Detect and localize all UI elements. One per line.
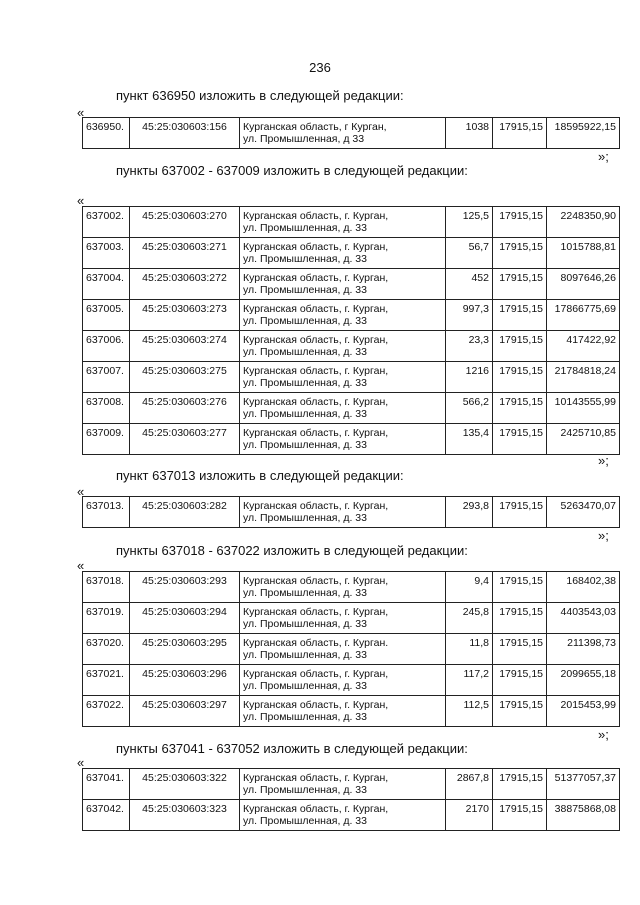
address-cell [240,362,446,393]
address-line-1: Курганская область, г. Курган, [243,210,389,222]
address-line-2: ул. Промышленная, д. 33 [243,784,367,796]
area-value: 293,8 [446,497,493,528]
area-value: 125,5 [446,207,493,238]
area-value: 117,2 [446,665,493,696]
address-line-1: Курганская область, г Курган, [243,121,387,133]
area-value: 1038 [446,118,493,149]
address-line-2: ул. Промышленная, д 33 [243,133,365,145]
address-line-1: Курганская область, г. Курган, [243,303,389,315]
area-value: 56,7 [446,238,493,269]
rate-value: 17915,15 [493,572,547,603]
close-quote: »; [598,453,609,468]
cadastral-value: 2425710,85 [547,424,620,455]
cadastral-value: 417422,92 [547,331,620,362]
address-cell [240,572,446,603]
cadastral-number: 45:25:030603:275 [130,362,240,393]
cadastral-value: 168402,38 [547,572,620,603]
address-line-1: Курганская область, г. Курган, [243,575,389,587]
address-line-1: Курганская область, г. Курган, [243,241,389,253]
area-value: 9,4 [446,572,493,603]
area-value: 135,4 [446,424,493,455]
address-cell [240,603,446,634]
close-quote: »; [598,149,609,164]
area-value: 2867,8 [446,769,493,800]
table-row [83,238,620,269]
cadastral-value: 5263470,07 [547,497,620,528]
address-line-1: Курганская область, г. Курган, [243,334,389,346]
address-line-1: Курганская область, г. Курган, [243,272,389,284]
address-cell [240,118,446,149]
address-cell [240,269,446,300]
table-row [83,207,620,238]
row-number: 637021. [83,665,130,696]
cadastral-number: 45:25:030603:271 [130,238,240,269]
address-cell [240,800,446,831]
close-quote: »; [598,528,609,543]
section-heading: пункт 637013 изложить в следующей редакции: [116,468,404,483]
cadastral-value: 17866775,69 [547,300,620,331]
cadastral-value: 2015453,99 [547,696,620,727]
rate-value: 17915,15 [493,800,547,831]
table-row [83,769,620,800]
rate-value: 17915,15 [493,238,547,269]
cadastral-value: 8097646,26 [547,269,620,300]
area-value: 112,5 [446,696,493,727]
table-row [83,393,620,424]
rate-value: 17915,15 [493,424,547,455]
cadastral-value: 1015788,81 [547,238,620,269]
address-line-1: Курганская область, г. Курган, [243,427,389,439]
cadastral-number: 45:25:030603:295 [130,634,240,665]
address-line-2: ул. Промышленная, д. 33 [243,587,367,599]
open-quote: « [77,105,85,120]
row-number: 637008. [83,393,130,424]
address-line-2: ул. Промышленная, д. 33 [243,315,367,327]
open-quote: « [77,755,85,770]
table-row [83,424,620,455]
cadastral-number: 45:25:030603:322 [130,769,240,800]
row-number: 637022. [83,696,130,727]
row-number: 637005. [83,300,130,331]
open-quote: « [77,193,85,208]
area-value: 452 [446,269,493,300]
address-line-1: Курганская область, г. Курган, [243,365,389,377]
cadastral-number: 45:25:030603:296 [130,665,240,696]
table-row [83,118,620,149]
data-table [82,571,620,727]
data-table [82,496,620,528]
table-row [83,696,620,727]
rate-value: 17915,15 [493,665,547,696]
section-heading: пункт 636950 изложить в следующей редакции: [116,88,404,103]
address-line-2: ул. Промышленная, д. 33 [243,815,367,827]
cadastral-number: 45:25:030603:293 [130,572,240,603]
row-number: 637002. [83,207,130,238]
table-row [83,800,620,831]
address-cell [240,300,446,331]
table-row [83,300,620,331]
address-line-1: Курганская область, г. Курган, [243,396,389,408]
rate-value: 17915,15 [493,696,547,727]
address-cell [240,393,446,424]
cadastral-value: 2099655,18 [547,665,620,696]
table-row [83,603,620,634]
address-line-1: Курганская область, г. Курган. [243,637,389,649]
row-number: 637007. [83,362,130,393]
rate-value: 17915,15 [493,769,547,800]
area-value: 1216 [446,362,493,393]
row-number: 637003. [83,238,130,269]
rate-value: 17915,15 [493,603,547,634]
rate-value: 17915,15 [493,118,547,149]
open-quote: « [77,558,85,573]
cadastral-value: 21784818,24 [547,362,620,393]
rate-value: 17915,15 [493,300,547,331]
data-table [82,768,620,831]
address-cell [240,424,446,455]
cadastral-number: 45:25:030603:294 [130,603,240,634]
row-number: 636950. [83,118,130,149]
address-cell [240,696,446,727]
address-cell [240,769,446,800]
page-number: 236 [309,60,331,75]
row-number: 637042. [83,800,130,831]
row-number: 637013. [83,497,130,528]
data-table [82,117,620,149]
address-line-2: ул. Промышленная, д. 33 [243,346,367,358]
rate-value: 17915,15 [493,634,547,665]
area-value: 11,8 [446,634,493,665]
address-cell [240,497,446,528]
row-number: 637009. [83,424,130,455]
cadastral-number: 45:25:030603:277 [130,424,240,455]
cadastral-value: 2248350,90 [547,207,620,238]
area-value: 997,3 [446,300,493,331]
address-cell [240,331,446,362]
section-heading: пункты 637018 - 637022 изложить в следующей редакции: [116,543,468,558]
close-quote: »; [598,727,609,742]
address-line-2: ул. Промышленная, д. 33 [243,512,367,524]
cadastral-number: 45:25:030603:282 [130,497,240,528]
cadastral-number: 45:25:030603:323 [130,800,240,831]
row-number: 637004. [83,269,130,300]
cadastral-number: 45:25:030603:270 [130,207,240,238]
address-line-2: ул. Промышленная, д. 33 [243,439,367,451]
table-row [83,665,620,696]
open-quote: « [77,484,85,499]
table-row [83,634,620,665]
address-line-2: ул. Промышленная, д. 33 [243,284,367,296]
section-heading: пункты 637002 - 637009 изложить в следующей редакции: [116,163,468,178]
data-table [82,206,620,455]
address-cell [240,238,446,269]
address-line-1: Курганская область, г. Курган, [243,699,389,711]
address-cell [240,665,446,696]
area-value: 566,2 [446,393,493,424]
table-row [83,331,620,362]
address-line-1: Курганская область, г. Курган, [243,668,389,680]
area-value: 2170 [446,800,493,831]
cadastral-number: 45:25:030603:274 [130,331,240,362]
rate-value: 17915,15 [493,207,547,238]
row-number: 637020. [83,634,130,665]
cadastral-value: 10143555,99 [547,393,620,424]
cadastral-value: 4403543,03 [547,603,620,634]
area-value: 245,8 [446,603,493,634]
section-heading: пункты 637041 - 637052 изложить в следующей редакции: [116,741,468,756]
address-line-2: ул. Промышленная, д. 33 [243,377,367,389]
cadastral-value: 51377057,37 [547,769,620,800]
cadastral-number: 45:25:030603:272 [130,269,240,300]
row-number: 637006. [83,331,130,362]
address-line-2: ул. Промышленная, д. 33 [243,618,367,630]
address-line-1: Курганская область, г. Курган, [243,803,389,815]
cadastral-value: 38875868,08 [547,800,620,831]
rate-value: 17915,15 [493,393,547,424]
table-row [83,362,620,393]
address-cell [240,634,446,665]
table-row [83,572,620,603]
address-line-2: ул. Промышленная, д. 33 [243,408,367,420]
cadastral-number: 45:25:030603:276 [130,393,240,424]
cadastral-number: 45:25:030603:297 [130,696,240,727]
address-line-1: Курганская область, г. Курган, [243,500,389,512]
rate-value: 17915,15 [493,331,547,362]
address-line-2: ул. Промышленная, д. 33 [243,711,367,723]
row-number: 637041. [83,769,130,800]
address-line-1: Курганская область, г. Курган, [243,772,389,784]
address-line-2: ул. Промышленная, д. 33 [243,253,367,265]
table-row [83,497,620,528]
row-number: 637019. [83,603,130,634]
rate-value: 17915,15 [493,362,547,393]
cadastral-value: 18595922,15 [547,118,620,149]
rate-value: 17915,15 [493,269,547,300]
rate-value: 17915,15 [493,497,547,528]
cadastral-value: 211398,73 [547,634,620,665]
address-line-2: ул. Промышленная, д. 33 [243,649,367,661]
area-value: 23,3 [446,331,493,362]
address-line-2: ул. Промышленная, д. 33 [243,680,367,692]
cadastral-number: 45:25:030603:273 [130,300,240,331]
address-cell [240,207,446,238]
address-line-2: ул. Промышленная, д. 33 [243,222,367,234]
row-number: 637018. [83,572,130,603]
address-line-1: Курганская область, г. Курган, [243,606,389,618]
table-row [83,269,620,300]
cadastral-number: 45:25:030603:156 [130,118,240,149]
